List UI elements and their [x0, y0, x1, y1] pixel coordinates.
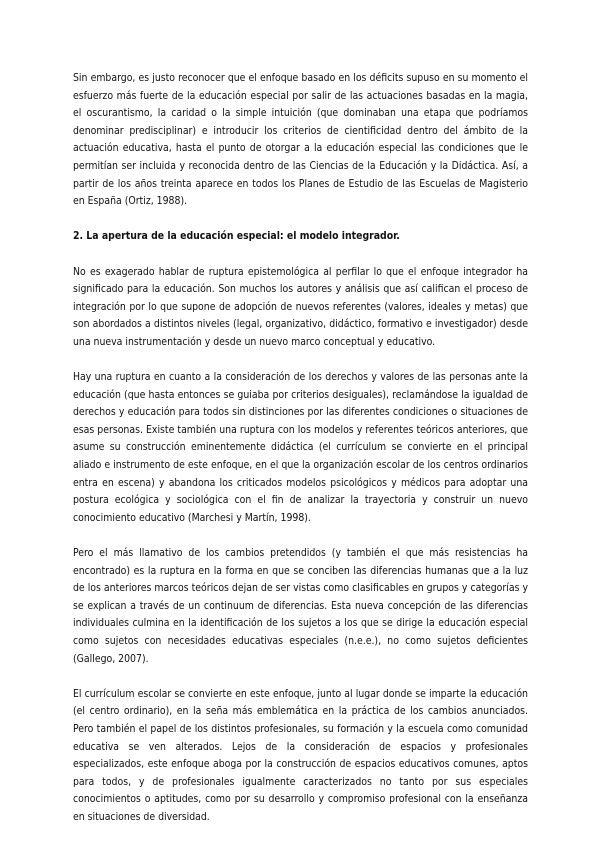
paragraph-spacer [73, 527, 528, 545]
paragraph-spacer [73, 246, 528, 264]
paragraph-5: El currículum escolar se convierte en este enfoque, junto al lugar donde se imparte la educación (el centro ordinario), en la seña más emblemática en la práctica de los cambios anunciados. Pero también el papel de los distintos profesionales, su formación y la escuela como comunidad educativa se ven alterados. Lejos de la consideración de espacios y profesionales especializados, este enfoque aboga por la construcción de espacios educativos comunes, aptos para todos, y de profesionales igualmente caracterizados no tanto por sus especiales conocimientos o aptitudes, como por su desarrollo y compromiso profesional con la enseñanza en situaciones de diversidad. [73, 687, 528, 823]
paragraph-4: Pero el más llamativo de los cambios pretendidos (y también el que más resistencias ha encontrado) es la ruptura en la forma en que se conciben las diferencias humanas que a la luz de los anteriores marcos teóricos dejan de ser vistas como clasificables en grupos y categorías y se explican a través de un continuum de diferencias. Esta nueva concepción de las diferencias individuales culmina en la identificación de los sujetos a los que se dirige la educación especial como sujetos con necesidades educativas especiales (n.e.e.), no como sujetos deficientes (Gallego, 2007). [73, 547, 528, 665]
paragraph-spacer [73, 352, 528, 370]
paragraph-spacer [73, 211, 528, 229]
paragraph-3: Hay una ruptura en cuanto a la consideración de los derechos y valores de las personas ante la educación (que hasta entonces se guiaba por criterios desiguales), reclamándose la igualdad de derechos y educación para todos sin distinciones por las diferentes condiciones o situaciones de esas personas. Existe también una ruptura con los modelos y referentes teóricos anteriores, que asume su construcción eminentemente didáctica (el currículum se convierte en el principal aliado e instrumento de este enfoque, en el que la organización escolar de los centros ordinarios entra en escena) y abandona los criticados modelos psicológicos y médicos para adoptar una postura ecológica y sociológica con el fin de analizar la trayectoria y construir un nuevo conocimiento educativo (Marchesi y Martín, 1998). [73, 371, 528, 524]
section-heading: 2. La apertura de la educación especial: el modelo integrador. [73, 230, 400, 243]
paragraph-2: No es exagerado hablar de ruptura epistemológica al perfilar lo que el enfoque integrador ha significado para la educación. Son muchos los autores y análisis que así califican el proceso de integración por lo que supone de adopción de nuevos referentes (valores, ideales y metas) que son abordados a distintos niveles (legal, organizativo, didáctico, formativo e investigador) desde una nueva instrumentación y desde un nuevo marco conceptual y educativo. [73, 265, 528, 348]
document-body [73, 70, 528, 827]
paragraph-spacer [73, 668, 528, 686]
paragraph-1: Sin embargo, es justo reconocer que el enfoque basado en los déficits supuso en su momento el esfuerzo más fuerte de la educación especial por salir de las actuaciones basadas en la magia, el oscurantismo, la caridad o la simple intuición (que dominaban una etapa que podríamos denominar predisciplinar) e introducir los criterios de cientificidad dentro del ámbito de la actuación educativa, hasta el punto de otorgar a la educación especial las condiciones que le permitían ser incluida y reconocida dentro de las Ciencias de la Educación y la Didáctica. Así, a partir de los años treinta aparece en todos los Planes de Estudio de las Escuelas de Magisterio en España (Ortiz, 1988). [73, 72, 528, 208]
